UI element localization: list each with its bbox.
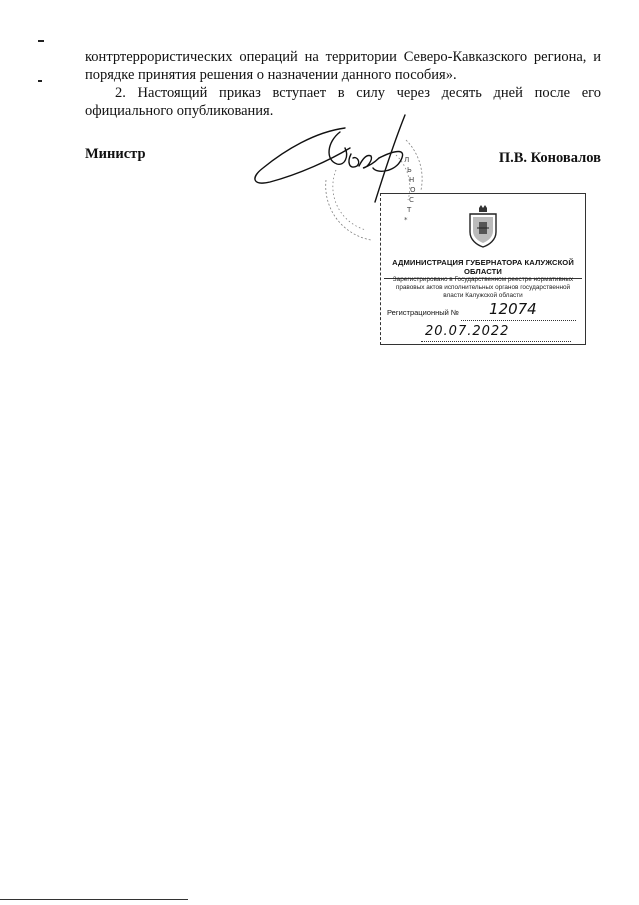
- coat-of-arms-icon: [467, 204, 499, 248]
- stamp-date-value: 20.07.2022: [425, 324, 510, 339]
- svg-text:С: С: [409, 196, 414, 204]
- registration-stamp: [380, 193, 586, 345]
- signatory-role: Министр: [85, 146, 146, 162]
- paragraph-2: 2. Настоящий приказ вступает в силу через десять дней после его официального опубликования.: [85, 85, 601, 119]
- svg-text:Н: Н: [409, 176, 415, 184]
- svg-text:Л: Л: [404, 156, 410, 164]
- stamp-authority: АДМИНИСТРАЦИЯ ГУБЕРНАТОРА КАЛУЖСКОЙ ОБЛАСТИ: [384, 258, 582, 279]
- stamp-number-line: [461, 320, 576, 321]
- stamp-number-label: Регистрационный №: [387, 308, 459, 317]
- paragraph-continuation: контртеррористических операций на территории Северо-Кавказского региона, и порядке принятия решения о назначении данного пособия».: [85, 49, 601, 83]
- svg-text:Ь: Ь: [407, 166, 412, 174]
- svg-text:О: О: [410, 186, 416, 194]
- margin-mark: [38, 40, 44, 42]
- stamp-registration-text: Зарегистрировано в Государственном реестре нормативных правовых актов исполнительных органов государственной власти Калужской области: [392, 276, 574, 299]
- signatory-name: П.В. Коновалов: [498, 150, 601, 166]
- svg-text:*: *: [404, 216, 408, 224]
- svg-text:Т: Т: [407, 206, 412, 214]
- stamp-date-line: [421, 341, 571, 342]
- stamp-number-value: 12074: [489, 300, 537, 318]
- footnote-rule: [0, 899, 188, 900]
- margin-mark: [38, 80, 42, 82]
